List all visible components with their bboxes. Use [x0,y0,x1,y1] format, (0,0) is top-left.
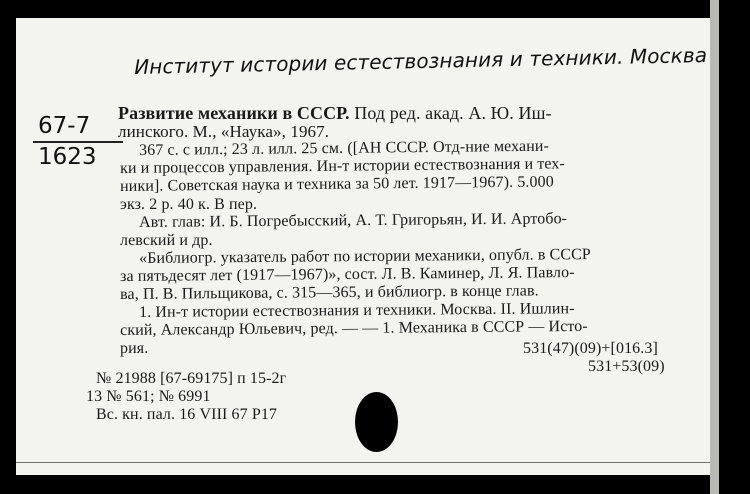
entry-title-line [118,104,552,122]
entry-line: Авт. глав: И. Б. Погребысский, А. Т. Григорьян, И. И. Артобо- [139,210,568,231]
shelf-mark-bottom: 1623 [38,144,97,170]
shelf-mark-divider [33,141,123,143]
card-bottom-rule [16,462,710,463]
card-edge [710,0,719,494]
footer-line: 13 № 561; № 6991 [86,388,211,405]
classification-code: 531+53(09) [588,358,665,375]
entry-line: 1. Ин-т истории естествознания и техники. Москва. II. Ишлин- [139,300,575,321]
footer-line: № 21988 [67-69175] п 15-2г [96,370,287,387]
entry-line: 367 с. с илл.; 23 л. илл. 25 см. ([АН СССР. Отд-ние механи- [139,137,550,159]
entry-line: ский, Александр Юльевич, ред. — — 1. Механика в СССР — Исто- [120,317,588,339]
entry-line: ники]. Советская наука и техника за 50 лет. 1917—1967). 5.000 [120,173,554,195]
entry-line: ки и процессов управления. Ин-т истории естествознания и тех- [120,155,565,177]
punch-hole [355,392,398,452]
entry-line: рия. [120,340,149,357]
classification-code: 531(47)(09)+[016.3] [523,340,658,357]
catalog-card [16,18,719,475]
footer-line: Вс. кн. пал. 16 VIII 67 Р17 [96,406,278,423]
handwritten-header: Институт истории естествознания и техники. Москва [133,43,708,79]
entry-line: «Библиогр. указатель работ по истории механики, опубл. в СССР [139,246,591,267]
entry-line: ва, П. В. Пильщикова, с. 315—365, и библиогр. в конце глав. [120,282,539,303]
entry-line: экз. 2 р. 40 к. В пер. [120,196,258,213]
entry-line: линского. М., «Наука», 1967. [118,122,330,141]
entry-editor-start: Под ред. акад. А. Ю. Иш- [349,103,552,123]
entry-title: Развитие механики в СССР. [118,103,350,123]
shelf-mark-top: 67-7 [38,113,91,139]
entry-line: левский и др. [120,232,213,249]
entry-line: за пятьдесят лет (1917—1967)», сост. Л. В. Каминер, Л. Я. Павло- [120,264,575,285]
